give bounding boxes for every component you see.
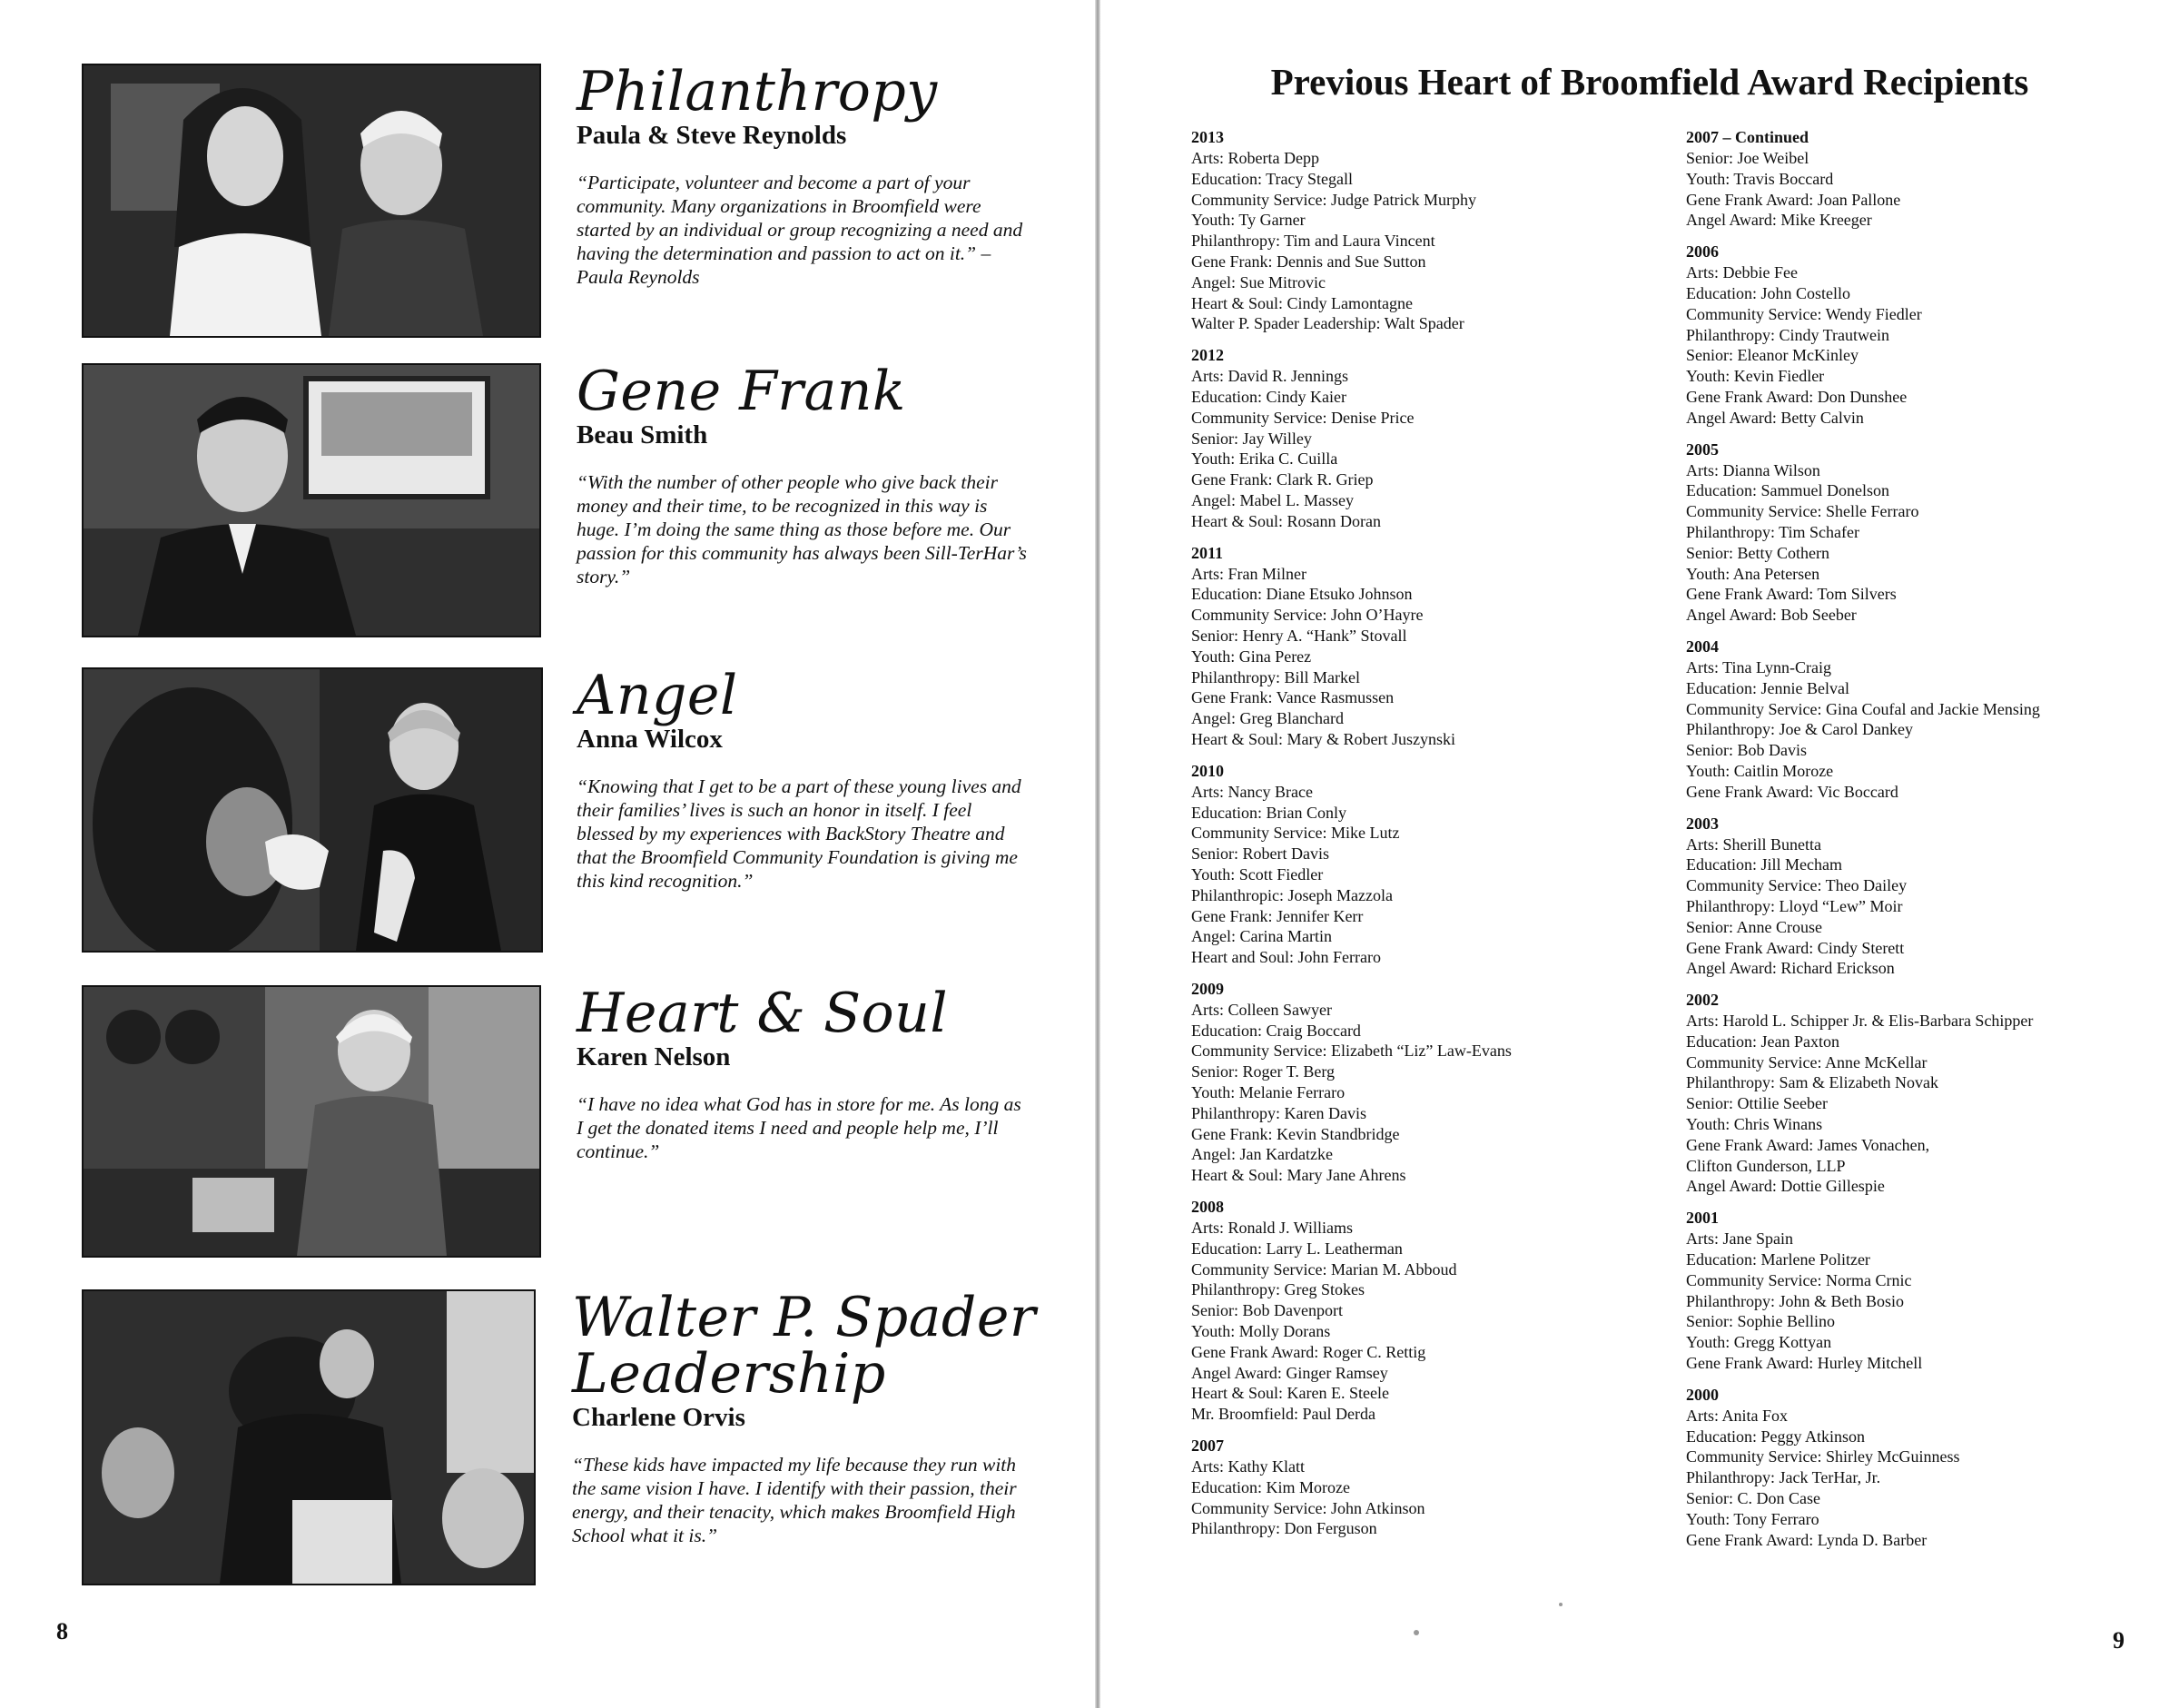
recipient-entry: Community Service: Anne McKellar xyxy=(1686,1052,1928,1071)
year-label: 2000 xyxy=(1686,1385,1719,1404)
recipient-entry: Community Service: Denise Price xyxy=(1191,408,1415,427)
recipient-entry: Youth: Ana Petersen xyxy=(1686,564,1820,583)
recipient-entry: Heart & Soul: Cindy Lamontagne xyxy=(1191,293,1413,312)
recipient-entry: Angel: Sue Mitrovic xyxy=(1191,272,1326,291)
recipient-entry: Community Service: John O’Hayre xyxy=(1191,606,1424,625)
recipient-entry: Youth: Gregg Kottyan xyxy=(1686,1333,1832,1352)
year-label: 2010 xyxy=(1191,761,1224,780)
recipient-entry: Philanthropy: Jack TerHar, Jr. xyxy=(1686,1468,1881,1487)
recipient-entry: Community Service: Marian M. Abboud xyxy=(1191,1259,1457,1279)
recipient-entry: Philanthropic: Joseph Mazzola xyxy=(1191,885,1393,904)
recipient-entry: Education: Jennie Belval xyxy=(1686,678,1849,697)
recipient-entry: Education: Brian Conly xyxy=(1191,803,1346,822)
honoree-name: Paula & Steve Reynolds xyxy=(577,121,847,150)
year-block xyxy=(1686,814,2176,980)
recipient-entry: Senior: Ottilie Seeber xyxy=(1686,1094,1828,1113)
recipients-title: Previous Heart of Broomfield Award Recipients xyxy=(1270,61,2029,103)
year-label: 2005 xyxy=(1686,439,1719,459)
recipient-entry: Community Service: Mike Lutz xyxy=(1191,824,1400,843)
recipient-entry: Youth: Melanie Ferraro xyxy=(1191,1083,1346,1102)
recipient-entry: Community Service: John Atkinson xyxy=(1191,1498,1425,1517)
recipient-entry: Clifton Gunderson, LLP xyxy=(1686,1156,1846,1175)
recipient-entry: Heart & Soul: Rosann Doran xyxy=(1191,511,1381,530)
recipient-entry: Community Service: Elizabeth “Liz” Law-Evans xyxy=(1191,1042,1512,1061)
recipient-entry: Community Service: Judge Patrick Murphy xyxy=(1191,190,1476,209)
year-label: 2009 xyxy=(1191,979,1224,998)
scan-speck xyxy=(1559,1603,1563,1606)
recipient-entry: Angel: Jan Kardatzke xyxy=(1191,1145,1333,1164)
recipient-entry: Gene Frank Award: Hurley Mitchell xyxy=(1686,1354,1923,1373)
recipient-entry: Angel Award: Ginger Ramsey xyxy=(1191,1363,1388,1382)
honoree-quote: “Participate, volunteer and become a part of your community. Many organizations in Broomfield were started by an individual or group recognizing a need and having the determination and passion to act on it.” – Paula Reynolds xyxy=(577,172,1023,288)
year-block xyxy=(1191,345,1663,531)
recipient-entry: Philanthropy: Lloyd “Lew” Moir xyxy=(1686,896,1903,915)
page-number-left: 8 xyxy=(56,1618,68,1644)
recipient-entry: Angel Award: Dottie Gillespie xyxy=(1686,1177,1885,1196)
recipient-entry: Gene Frank: Kevin Standbridge xyxy=(1191,1124,1400,1143)
recipient-entry: Gene Frank Award: Lynda D. Barber xyxy=(1686,1530,1928,1549)
recipient-entry: Philanthropy: Bill Markel xyxy=(1191,667,1360,686)
recipient-entry: Heart and Soul: John Ferraro xyxy=(1191,948,1381,967)
recipient-entry: Education: Peggy Atkinson xyxy=(1686,1427,1865,1446)
recipient-entry: Senior: Betty Cothern xyxy=(1686,543,1829,562)
scan-speck xyxy=(1414,1630,1419,1635)
recipient-entry: Senior: Bob Davenport xyxy=(1191,1301,1343,1320)
year-label: 2002 xyxy=(1686,991,1719,1010)
year-block xyxy=(1686,242,2176,428)
year-block xyxy=(1686,1385,2176,1551)
recipient-entry: Arts: Jane Spain xyxy=(1686,1229,1793,1249)
recipient-entry: Angel Award: Bob Seeber xyxy=(1686,606,1857,625)
recipient-entry: Youth: Erika C. Cuilla xyxy=(1191,449,1338,469)
year-block xyxy=(1191,979,1663,1186)
recipient-entry: Community Service: Shelle Ferraro xyxy=(1686,502,1919,521)
recipient-entry: Angel: Carina Martin xyxy=(1191,927,1332,946)
honoree-walter-p-spader-leadership xyxy=(82,1286,1062,1585)
recipient-entry: Gene Frank: Vance Rasmussen xyxy=(1191,688,1395,707)
recipient-entry: Senior: Sophie Bellino xyxy=(1686,1312,1835,1331)
honoree-photo-heart-and-soul xyxy=(82,985,541,1258)
honoree-quote: “With the number of other people who give back their money and their time, to be recognized in this way is huge. I’m doing the same thing as those before me. Our passion for this community has always been Sill-TerHar’s story.” xyxy=(577,471,1027,587)
recipients-column-1 xyxy=(1191,127,1663,1550)
right-page xyxy=(1100,0,2179,1708)
award-title-line-1: Walter P. Spader xyxy=(572,1286,1037,1349)
recipient-entry: Education: Cindy Kaier xyxy=(1191,387,1346,406)
recipient-entry: Senior: Jay Willey xyxy=(1191,429,1312,448)
recipient-entry: Senior: Henry A. “Hank” Stovall xyxy=(1191,626,1407,645)
recipient-entry: Philanthropy: Sam & Elizabeth Novak xyxy=(1686,1073,1938,1092)
year-label: 2001 xyxy=(1686,1209,1719,1228)
recipient-entry: Youth: Kevin Fiedler xyxy=(1686,367,1825,386)
year-label: 2004 xyxy=(1686,637,1719,656)
recipient-entry: Education: Kim Moroze xyxy=(1191,1477,1350,1496)
recipient-entry: Youth: Chris Winans xyxy=(1686,1115,1823,1134)
recipient-entry: Walter P. Spader Leadership: Walt Spader xyxy=(1191,314,1464,333)
recipient-entry: Arts: David R. Jennings xyxy=(1191,367,1348,386)
recipient-entry: Education: Jill Mecham xyxy=(1686,855,1842,874)
recipient-entry: Community Service: Wendy Fiedler xyxy=(1686,304,1922,323)
recipient-entry: Education: Tracy Stegall xyxy=(1191,169,1353,188)
recipient-entry: Heart & Soul: Mary Jane Ahrens xyxy=(1191,1166,1406,1185)
year-label: 2006 xyxy=(1686,242,1719,262)
recipient-entry: Arts: Nancy Brace xyxy=(1191,782,1313,801)
year-block xyxy=(1191,1436,1663,1539)
award-title: Philanthropy xyxy=(577,60,938,123)
honoree-name: Anna Wilcox xyxy=(577,725,723,754)
recipient-entry: Arts: Anita Fox xyxy=(1686,1406,1789,1425)
recipient-entry: Youth: Tony Ferraro xyxy=(1686,1509,1819,1528)
recipients-column-2 xyxy=(1686,127,2176,1561)
recipient-entry: Arts: Kathy Klatt xyxy=(1191,1457,1305,1476)
recipient-entry: Philanthropy: Tim Schafer xyxy=(1686,522,1860,541)
year-block xyxy=(1686,990,2176,1197)
year-block xyxy=(1686,439,2176,626)
recipient-entry: Gene Frank Award: Cindy Sterett xyxy=(1686,938,1905,957)
honoree-photo-philanthropy xyxy=(82,64,541,338)
year-block xyxy=(1686,127,2176,231)
honoree-angel xyxy=(82,664,1062,953)
honoree-gene-frank xyxy=(82,360,1062,637)
recipient-entry: Community Service: Gina Coufal and Jackie Mensing xyxy=(1686,699,2040,718)
recipient-entry: Angel Award: Richard Erickson xyxy=(1686,959,1895,978)
recipient-entry: Heart & Soul: Mary & Robert Juszynski xyxy=(1191,729,1455,748)
recipient-entry: Heart & Soul: Karen E. Steele xyxy=(1191,1384,1389,1403)
year-block xyxy=(1191,543,1663,750)
recipient-entry: Senior: C. Don Case xyxy=(1686,1489,1820,1508)
recipient-entry: Education: Larry L. Leatherman xyxy=(1191,1239,1403,1258)
recipient-entry: Arts: Fran Milner xyxy=(1191,564,1306,583)
honoree-philanthropy xyxy=(82,60,1062,336)
recipient-entry: Gene Frank Award: Tom Silvers xyxy=(1686,585,1897,604)
recipient-entry: Education: Marlene Politzer xyxy=(1686,1250,1870,1269)
recipient-entry: Arts: Roberta Depp xyxy=(1191,149,1319,167)
recipient-entry: Angel: Greg Blanchard xyxy=(1191,709,1344,728)
year-block xyxy=(1191,1197,1663,1425)
recipient-entry: Philanthropy: Karen Davis xyxy=(1191,1103,1366,1122)
award-title xyxy=(572,1286,1062,1406)
honoree-quote: “Knowing that I get to be a part of these young lives and their families’ lives is such an honor in itself. I feel blessed by my experiences with BackStory Theatre and that the Broomfield Community Foundation is giving me this kind recognition.” xyxy=(577,775,1021,892)
recipient-entry: Arts: Sherill Bunetta xyxy=(1686,834,1821,854)
page-number-right: 9 xyxy=(2113,1627,2125,1654)
recipient-entry: Angel Award: Mike Kreeger xyxy=(1686,211,1872,230)
recipient-entry: Education: Craig Boccard xyxy=(1191,1021,1361,1040)
recipient-entry: Community Service: Shirley McGuinness xyxy=(1686,1447,1960,1466)
year-block xyxy=(1686,1208,2176,1374)
recipient-entry: Arts: Harold L. Schipper Jr. & Elis-Barbara Schipper xyxy=(1686,1012,2034,1031)
award-title-line-2: Leadership xyxy=(572,1342,886,1406)
recipient-entry: Gene Frank Award: Don Dunshee xyxy=(1686,387,1908,406)
year-block xyxy=(1686,637,2176,803)
recipient-entry: Senior: Bob Davis xyxy=(1686,741,1807,760)
recipient-entry: Angel: Mabel L. Massey xyxy=(1191,490,1354,509)
honoree-quote: “These kids have impacted my life because they run with the same vision I have. I identify with their passion, their energy, and their tenacity, which makes Broomfield High School what it is.” xyxy=(572,1454,1017,1546)
honoree-photo-gene-frank xyxy=(82,363,541,637)
year-label: 2007 xyxy=(1191,1436,1224,1456)
recipient-entry: Gene Frank Award: Joan Pallone xyxy=(1686,190,1901,209)
honoree-heart-and-soul xyxy=(82,982,1062,1258)
year-label: 2011 xyxy=(1191,543,1224,562)
year-label: 2013 xyxy=(1191,128,1224,146)
recipient-entry: Philanthropy: Cindy Trautwein xyxy=(1686,325,1890,344)
recipient-entry: Education: Sammuel Donelson xyxy=(1686,481,1889,500)
award-title: Angel xyxy=(577,664,738,727)
year-label: 2007 – Continued xyxy=(1686,128,1809,146)
recipient-entry: Philanthropy: Joe & Carol Dankey xyxy=(1686,720,1913,739)
year-label: 2008 xyxy=(1191,1198,1224,1217)
year-label: 2003 xyxy=(1686,814,1719,833)
recipient-entry: Youth: Gina Perez xyxy=(1191,647,1312,666)
recipient-entry: Gene Frank Award: Roger C. Rettig xyxy=(1191,1342,1426,1361)
recipient-entry: Gene Frank Award: James Vonachen, xyxy=(1686,1135,1930,1154)
award-title: Gene Frank xyxy=(577,360,906,423)
recipient-entry: Arts: Dianna Wilson xyxy=(1686,460,1820,479)
recipient-entry: Arts: Debbie Fee xyxy=(1686,263,1798,282)
award-title: Heart & Soul xyxy=(577,982,949,1045)
recipient-entry: Mr. Broomfield: Paul Derda xyxy=(1191,1405,1375,1424)
honoree-photo-angel xyxy=(82,667,543,953)
recipient-entry: Senior: Joe Weibel xyxy=(1686,149,1809,167)
recipient-entry: Senior: Robert Davis xyxy=(1191,844,1329,864)
year-label: 2012 xyxy=(1191,346,1224,365)
recipient-entry: Youth: Molly Dorans xyxy=(1191,1322,1331,1341)
recipient-entry: Gene Frank: Dennis and Sue Sutton xyxy=(1191,252,1426,271)
recipient-entry: Community Service: Theo Dailey xyxy=(1686,876,1908,895)
recipient-entry: Education: Diane Etsuko Johnson xyxy=(1191,585,1413,604)
recipient-entry: Youth: Travis Boccard xyxy=(1686,169,1834,188)
year-block xyxy=(1191,761,1663,968)
recipient-entry: Senior: Eleanor McKinley xyxy=(1686,346,1859,365)
recipient-entry: Education: Jean Paxton xyxy=(1686,1032,1839,1051)
recipient-entry: Education: John Costello xyxy=(1686,283,1850,302)
recipient-entry: Senior: Roger T. Berg xyxy=(1191,1062,1335,1081)
recipient-entry: Community Service: Norma Crnic xyxy=(1686,1270,1912,1289)
recipient-entry: Philanthropy: Don Ferguson xyxy=(1191,1519,1377,1538)
honoree-quote: “I have no idea what God has in store for me. As long as I get the donated items I need and people help me, I’ll continue.” xyxy=(577,1093,1021,1162)
recipient-entry: Arts: Ronald J. Williams xyxy=(1191,1219,1353,1238)
honoree-name: Beau Smith xyxy=(577,420,708,449)
honoree-name: Karen Nelson xyxy=(577,1042,731,1071)
recipient-entry: Arts: Tina Lynn-Craig xyxy=(1686,657,1832,676)
recipient-entry: Angel Award: Betty Calvin xyxy=(1686,408,1864,427)
recipient-entry: Youth: Ty Garner xyxy=(1191,211,1306,230)
recipient-entry: Gene Frank: Jennifer Kerr xyxy=(1191,906,1364,925)
recipient-entry: Youth: Scott Fiedler xyxy=(1191,864,1324,884)
honoree-photo-walter-p-spader-leadership xyxy=(82,1289,536,1585)
recipient-entry: Senior: Anne Crouse xyxy=(1686,917,1822,936)
recipient-entry: Philanthropy: Tim and Laura Vincent xyxy=(1191,232,1435,251)
recipient-entry: Arts: Colleen Sawyer xyxy=(1191,1000,1332,1019)
year-block xyxy=(1191,127,1663,334)
honoree-name: Charlene Orvis xyxy=(572,1403,745,1432)
recipient-entry: Gene Frank: Clark R. Griep xyxy=(1191,470,1374,489)
recipient-entry: Philanthropy: Greg Stokes xyxy=(1191,1280,1365,1299)
recipient-entry: Gene Frank Award: Vic Boccard xyxy=(1686,782,1898,801)
recipient-entry: Youth: Caitlin Moroze xyxy=(1686,761,1834,780)
recipient-entry: Philanthropy: John & Beth Bosio xyxy=(1686,1291,1905,1310)
